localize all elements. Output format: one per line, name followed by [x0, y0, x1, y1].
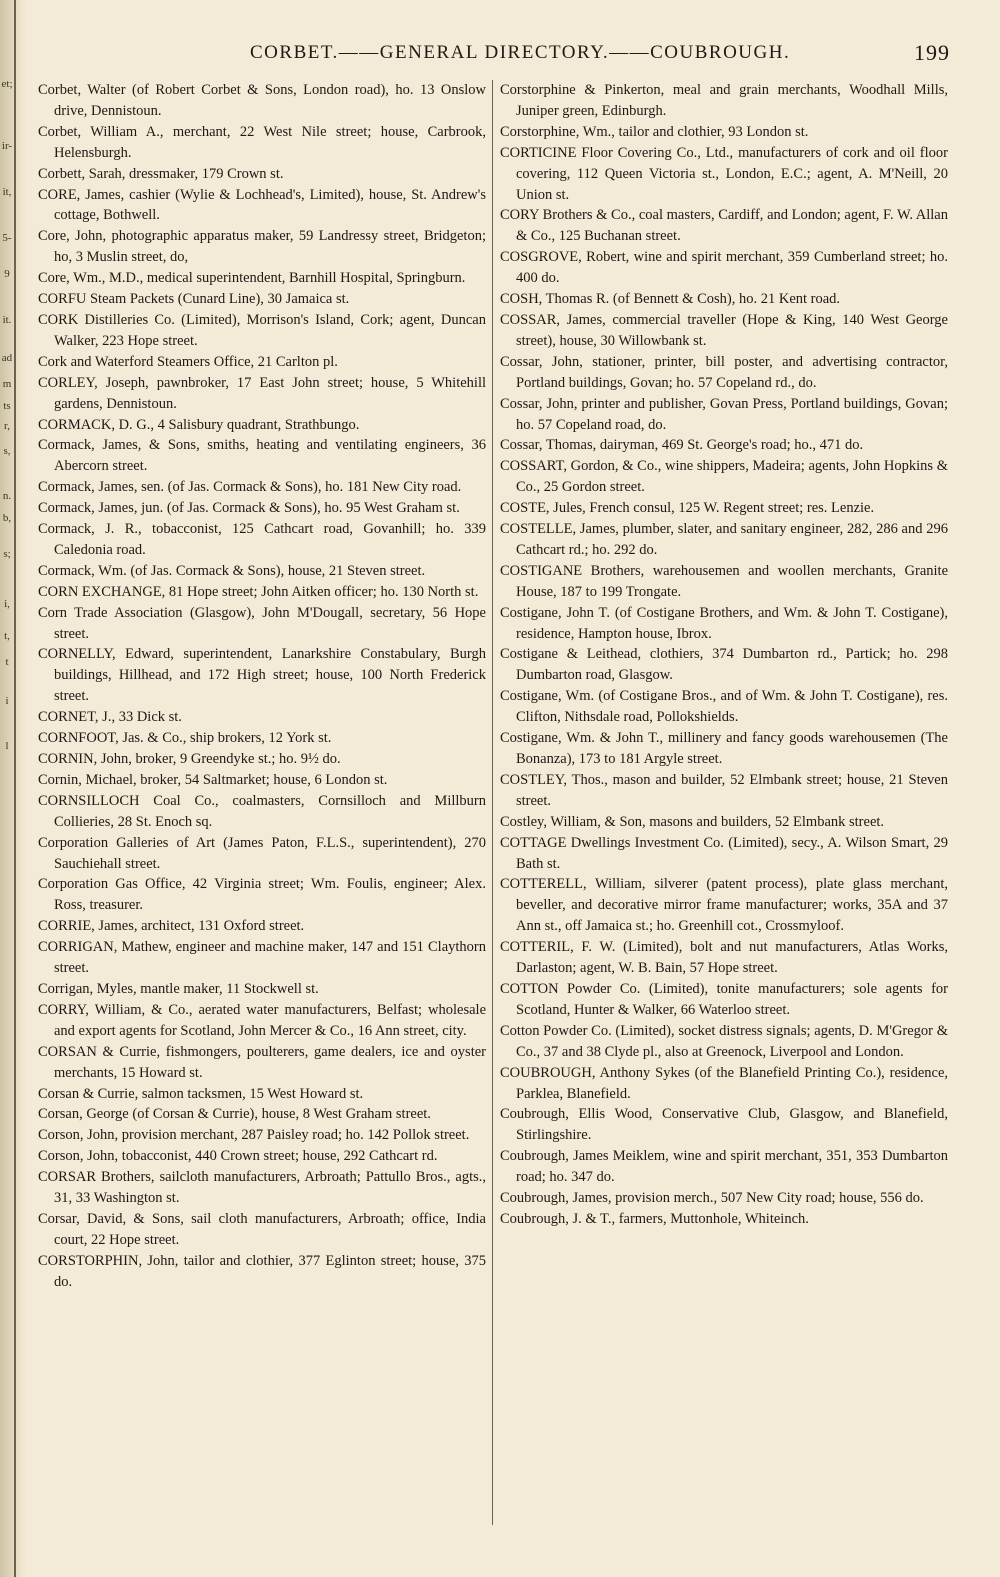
left-column: [38, 80, 486, 1293]
directory-entry: CORK Distilleries Co. (Limited), Morrison's Island, Cork; agent, Duncan Walker, 223 Hope street.: [38, 311, 486, 349]
directory-entry: Corn Trade Association (Glasgow), John M'Dougall, secretary, 56 Hope street.: [38, 604, 486, 642]
directory-entry: Coubrough, James Meiklem, wine and spirit merchant, 351, 353 Dumbarton road; ho. 347 do.: [500, 1148, 948, 1186]
margin-fragment: et;: [1, 78, 13, 90]
directory-entry: CORFU Steam Packets (Cunard Line), 30 Jamaica st.: [38, 291, 350, 308]
directory-entry: COTTERELL, William, silverer (patent process), plate glass merchant, beveller, and decorative mirror frame manufacturer; works, 35A and 37 Ann st., off Jamaica st.; ho. Greenhill cot., Crossmyloof.: [500, 876, 948, 935]
margin-fragment: i: [5, 695, 9, 707]
directory-entry: Core, Wm., M.D., medical superintendent, Barnhill Hospital, Springburn.: [38, 270, 466, 287]
directory-entry: CORNELLY, Edward, superintendent, Lanarkshire Constabulary, Burgh buildings, Hillhead, and 172 High street; house, 100 North Frederick street.: [38, 646, 486, 705]
directory-entry: CORE, James, cashier (Wylie & Lochhead's, Limited), house, St. Andrew's cottage, Bothwell.: [38, 186, 486, 224]
directory-entry: Costigane, Wm. & John T., millinery and fancy goods warehousemen (The Bonanza), 173 to 181 Argyle street.: [500, 730, 948, 767]
directory-entry: Corsan, George (of Corsan & Currie), house, 8 West Graham street.: [38, 1106, 431, 1123]
directory-entry: Corporation Gas Office, 42 Virginia street; Wm. Foulis, engineer; Alex. Ross, treasurer.: [38, 876, 486, 914]
directory-entry: Corsan & Currie, salmon tacksmen, 15 West Howard st.: [38, 1085, 364, 1102]
margin-fragment: r,: [4, 420, 10, 432]
directory-entry: COTTON Powder Co. (Limited), tonite manufacturers; sole agents for Scotland, Hunter & Walker, 66 Waterloo street.: [500, 980, 948, 1018]
directory-entry: CORNIN, John, broker, 9 Greendyke st.; ho. 9½ do.: [38, 751, 341, 767]
directory-entry: CORSTORPHIN, John, tailor and clothier, 377 Eglinton street; house, 375 do.: [38, 1252, 486, 1290]
directory-entry: COSH, Thomas R. (of Bennett & Cosh), ho. 21 Kent road.: [500, 291, 841, 308]
margin-fragment: t,: [4, 630, 10, 642]
margin-fragment: n.: [2, 490, 12, 502]
directory-entry: Corrigan, Myles, mantle maker, 11 Stockwell st.: [38, 980, 319, 997]
directory-entry: COUBROUGH, Anthony Sykes (of the Blanefield Printing Co.), residence, Parklea, Blanefield.: [500, 1064, 948, 1102]
directory-entry: CORSAR Brothers, sailcloth manufacturers, Arbroath; Pattullo Bros., agts., 31, 33 Washington st.: [38, 1169, 486, 1207]
margin-fragment: s;: [3, 548, 11, 560]
margin-fragment: ts: [3, 400, 11, 412]
margin-fragment: t: [5, 656, 9, 668]
margin-fragment: it,: [2, 186, 12, 198]
directory-entry: Corsar, David, & Sons, sail cloth manufacturers, Arbroath; office, India court, 22 Hope street.: [38, 1210, 486, 1248]
directory-entry: Cormack, James, jun. (of Jas. Cormack & Sons), ho. 95 West Graham st.: [38, 500, 460, 517]
directory-entry: COTTAGE Dwellings Investment Co. (Limited), secy., A. Wilson Smart, 29 Bath st.: [500, 834, 948, 872]
directory-entry: CORRY, William, & Co., aerated water manufacturers, Belfast; wholesale and export agents for Scotland, John Mercer & Co., 16 Ann street, city.: [38, 1001, 486, 1039]
directory-entry: COSSAR, James, commercial traveller (Hope & King, 140 West George street), house, 30 Willowbank st.: [500, 311, 948, 349]
directory-entry: Corstorphine, Wm., tailor and clothier, 93 London st.: [500, 123, 809, 140]
directory-entry: Cormack, James, sen. (of Jas. Cormack & Sons), ho. 181 New City road.: [38, 479, 462, 496]
directory-entry: Coubrough, J. & T., farmers, Muttonhole, Whiteinch.: [500, 1210, 809, 1227]
directory-entry: COSSART, Gordon, & Co., wine shippers, Madeira; agents, John Hopkins & Co., 25 Gordon street.: [500, 458, 948, 496]
directory-entry: Cossar, John, printer and publisher, Govan Press, Portland buildings, Govan; ho. 57 Copeland road, do.: [500, 395, 948, 433]
directory-entry: Cormack, James, & Sons, smiths, heating and ventilating engineers, 36 Abercorn street.: [38, 437, 486, 475]
directory-entry: Cork and Waterford Steamers Office, 21 Carlton pl.: [38, 353, 338, 370]
directory-entry: Cornin, Michael, broker, 54 Saltmarket; house, 6 London st.: [38, 771, 388, 788]
running-title: CORBET.——GENERAL DIRECTORY.——COUBROUGH.: [250, 42, 791, 63]
directory-entry: CORRIE, James, architect, 131 Oxford street.: [38, 918, 305, 935]
directory-entry: COSTLEY, Thos., mason and builder, 52 Elmbank street; house, 21 Steven street.: [500, 771, 948, 809]
directory-entry: Corbet, William A., merchant, 22 West Nile street; house, Carbrook, Helensburgh.: [38, 123, 486, 161]
margin-fragment: 5-: [2, 232, 12, 244]
directory-entry: Cormack, J. R., tobacconist, 125 Cathcart road, Govanhill; ho. 339 Caledonia road.: [38, 521, 486, 558]
directory-entry: Coubrough, James, provision merch., 507 New City road; house, 556 do.: [500, 1190, 924, 1207]
margin-fragment: ir-: [1, 140, 13, 152]
directory-entry: Corbett, Sarah, dressmaker, 179 Crown st.: [38, 165, 284, 182]
directory-entry: Coubrough, Ellis Wood, Conservative Club, Glasgow, and Blanefield, Stirlingshire.: [500, 1106, 948, 1144]
margin-fragment: b,: [2, 512, 12, 524]
margin-fragment: m: [2, 378, 12, 390]
directory-entry: COSTE, Jules, French consul, 125 W. Regent street; res. Lenzie.: [500, 500, 875, 517]
directory-entry: COTTERIL, F. W. (Limited), bolt and nut manufacturers, Atlas Works, Darlaston; agent, W. B. Bain, 57 Hope street.: [500, 939, 948, 977]
directory-entry: CORNSILLOCH Coal Co., coalmasters, Cornsilloch and Millburn Collieries, 28 St. Enoch sq.: [38, 792, 486, 830]
directory-entry: Cossar, John, stationer, printer, bill poster, and advertising contractor, Portland buildings, Govan; ho. 57 Copeland rd., do.: [500, 353, 948, 391]
directory-entry: Cotton Powder Co. (Limited), socket distress signals; agents, D. M'Gregor & Co., 37 and 38 Clyde pl., also at Greenock, Liverpool and London.: [500, 1022, 948, 1060]
directory-entry: COSTELLE, James, plumber, slater, and sanitary engineer, 282, 286 and 296 Cathcart rd.; ho. 292 do.: [500, 521, 948, 558]
margin-fragment: i,: [4, 598, 10, 610]
directory-entry: Core, John, photographic apparatus maker, 59 Landressy street, Bridgeton; ho, 3 Muslin street, do,: [38, 228, 486, 266]
directory-entry: Costigane & Leithead, clothiers, 374 Dumbarton rd., Partick; ho. 298 Dumbarton road, Glasgow.: [500, 646, 948, 684]
running-header: [250, 40, 950, 70]
directory-entry: CORNET, J., 33 Dick st.: [38, 709, 182, 726]
directory-entry: Corporation Galleries of Art (James Paton, F.L.S., superintendent), 270 Sauchiehall street.: [38, 834, 486, 872]
directory-entry: Cormack, Wm. (of Jas. Cormack & Sons), house, 21 Steven street.: [38, 562, 426, 579]
margin-fragment: l: [5, 740, 9, 752]
directory-entry: Costigane, John T. (of Costigane Brothers, and Wm. & John T. Costigane), residence, Hampton house, Ibrox.: [500, 604, 948, 642]
directory-entry: CORY Brothers & Co., coal masters, Cardiff, and London; agent, F. W. Allan & Co., 125 Buchanan street.: [500, 207, 948, 245]
right-column: [500, 80, 948, 1230]
directory-entry: CORMACK, D. G., 4 Salisbury quadrant, Strathbungo.: [38, 416, 360, 433]
margin-fragment: s,: [3, 445, 11, 457]
directory-entry: Cossar, Thomas, dairyman, 469 St. George's road; ho., 471 do.: [500, 437, 864, 454]
directory-entry: CORSAN & Currie, fishmongers, poulterers, game dealers, ice and oyster merchants, 15 Howard st.: [38, 1043, 486, 1081]
directory-entry: CORN EXCHANGE, 81 Hope street; John Aitken officer; ho. 130 North st.: [38, 583, 479, 600]
margin-fragment: 9: [4, 268, 10, 280]
page-number: 199: [914, 40, 950, 65]
directory-entry: COSGROVE, Robert, wine and spirit merchant, 359 Cumberland street; ho. 400 do.: [500, 249, 948, 287]
directory-entry: CORNFOOT, Jas. & Co., ship brokers, 12 York st.: [38, 730, 332, 747]
directory-entry: Corbet, Walter (of Robert Corbet & Sons, London road), ho. 13 Onslow drive, Dennistoun.: [38, 82, 486, 119]
column-divider: [492, 80, 493, 1525]
directory-entry: Corson, John, provision merchant, 287 Paisley road; ho. 142 Pollok street.: [38, 1127, 470, 1144]
directory-entry: Costigane, Wm. (of Costigane Bros., and of Wm. & John T. Costigane), res. Clifton, Nithsdale road, Pollokshields.: [500, 688, 948, 726]
margin-fragment: it.: [2, 314, 12, 326]
directory-entry: Corson, John, tobacconist, 440 Crown street; house, 292 Cathcart rd.: [38, 1148, 438, 1165]
binding-edge: [14, 0, 16, 1577]
directory-entry: Costley, William, & Son, masons and builders, 52 Elmbank street.: [500, 813, 885, 830]
directory-entry: COSTIGANE Brothers, warehousemen and woollen merchants, Granite House, 187 to 199 Trongate.: [500, 562, 948, 600]
directory-entry: CORTICINE Floor Covering Co., Ltd., manufacturers of cork and oil floor covering, 112 Queen Victoria st., London, E.C.; agent, A. M'Neill, 20 Union st.: [500, 144, 948, 203]
margin-fragment: ad: [1, 352, 13, 364]
directory-entry: CORRIGAN, Mathew, engineer and machine maker, 147 and 151 Claythorn street.: [38, 939, 486, 977]
directory-entry: Corstorphine & Pinkerton, meal and grain merchants, Woodhall Mills, Juniper green, Edinburgh.: [500, 82, 948, 119]
directory-entry: CORLEY, Joseph, pawnbroker, 17 East John street; house, 5 Whitehill gardens, Dennistoun.: [38, 374, 486, 412]
